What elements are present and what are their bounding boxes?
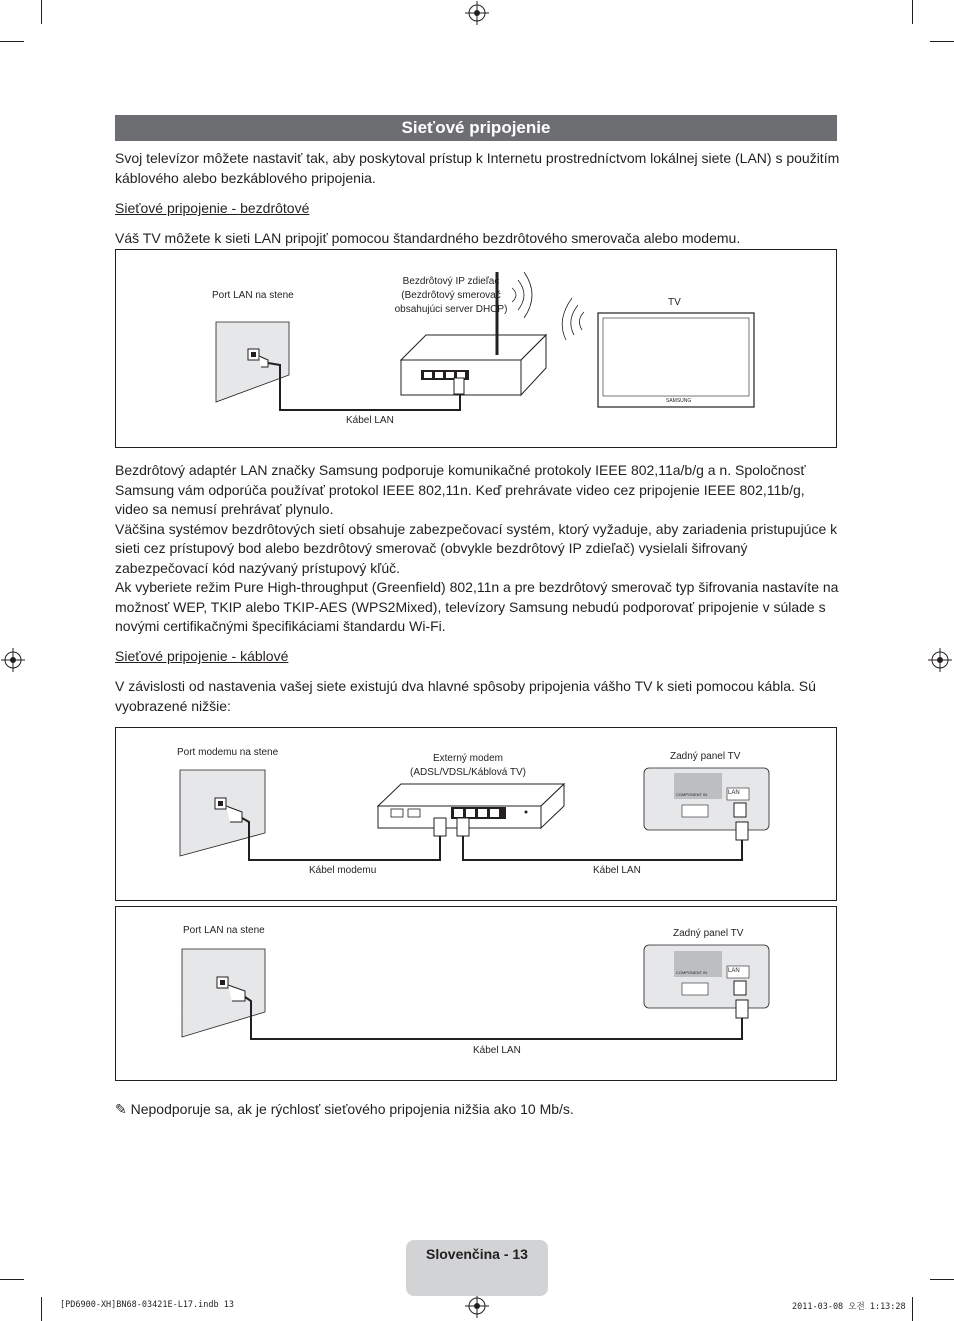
wired-diagram-modem bbox=[115, 727, 837, 901]
imprint-date: 2011-03-08 오전 1:13:28 bbox=[792, 1302, 906, 1312]
cable-label: Kábel LAN bbox=[346, 415, 394, 426]
wireless-notes bbox=[115, 461, 840, 637]
note bbox=[115, 1101, 840, 1118]
wireless-text: Váš TV môžete k sieti LAN pripojiť pomocou štandardného bezdrôtového smerovača alebo modemu. bbox=[115, 230, 741, 246]
wireless-note-2: Väčšina systémov bezdrôtových sietí obsahuje zabezpečovací systém, ktorý vyžaduje, aby zariadenia pristupujúce k sieti cez prístupový bod alebo bezdrôtový smerovač (obvykle bezdrôtový IP zdieľač) vysielali šifrovaný zabezpečovací kód nazývaný prístupový kľúč. bbox=[115, 520, 838, 576]
wall-port-label: Port LAN na stene bbox=[212, 290, 294, 301]
modem-label-line-2: (ADSL/VDSL/Káblová TV) bbox=[410, 767, 526, 778]
section-title: Sieťové pripojenie bbox=[115, 115, 837, 141]
router-label bbox=[371, 275, 531, 317]
tv-panel-label: Zadný panel TV bbox=[670, 751, 741, 762]
router-label-line-1: Bezdrôtový IP zdieľač bbox=[402, 276, 500, 287]
wireless-diagram bbox=[115, 249, 837, 448]
imprint-file: [PD6900-XH]BN68-03421E-L17.indb 13 bbox=[60, 1300, 234, 1310]
router-label-line-3: obsahujúci server DHCP) bbox=[394, 304, 508, 315]
wireless-note-3: Ak vyberiete režim Pure High-throughput (Greenfield) 802,11n a pre bezdrôtový smerovač typ šifrovania nastavíte na možnosť WEP, TKIP alebo TKIP-AES (WPS2Mixed), televízory Samsung nebudú podporovať pripojenie v súlade s novými certifikačnými špecifikáciami štandardu Wi-Fi. bbox=[115, 579, 839, 634]
lan-cable-label: Kábel LAN bbox=[473, 1045, 521, 1056]
wall-port-label: Port modemu na stene bbox=[177, 747, 279, 758]
pencil-icon: ✎ bbox=[115, 1101, 127, 1117]
tv-label: TV bbox=[668, 297, 681, 308]
wireless-heading: Sieťové pripojenie - bezdrôtové bbox=[115, 200, 310, 216]
lan-port-label: LAN bbox=[728, 790, 740, 796]
wired-diagram-direct bbox=[115, 906, 837, 1081]
wall-port-label: Port LAN na stene bbox=[183, 925, 265, 936]
note-text: Nepodporuje sa, ak je rýchlosť sieťového pripojenia nižšia ako 10 Mb/s. bbox=[130, 1101, 574, 1117]
component-in-label: COMPONENT IN bbox=[676, 792, 708, 797]
modem-label bbox=[388, 752, 548, 780]
intro-text: Svoj televízor môžete nastaviť tak, aby poskytoval prístup k Internetu prostredníctvom lokálnej siete (LAN) s použitím káblového alebo bezkáblového pripojenia. bbox=[115, 150, 840, 186]
wired-text: V závislosti od nastavenia vašej siete existujú dva hlavné spôsoby pripojenia vášho TV k sieti pomocou kábla. Sú vyobrazené nižšie: bbox=[115, 678, 816, 714]
wireless-note-1: Bezdrôtový adaptér LAN značky Samsung podporuje komunikačné protokoly IEEE 802,11a/b/g a n. Spoločnosť Samsung vám odporúča používať protokol IEEE 802,11n. Keď prehrávate video cez pripojenie IEEE 802,11b/g, video sa nemusí prehrávať plynulo. bbox=[115, 462, 806, 517]
page-label: Slovenčina - 13 bbox=[426, 1246, 528, 1262]
component-in-label: COMPONENT IN bbox=[676, 970, 708, 975]
lan-cable-label: Kábel LAN bbox=[593, 865, 641, 876]
modem-label-line-1: Externý modem bbox=[432, 753, 504, 764]
tv-brand: SAMSUNG bbox=[666, 398, 692, 404]
router-label-line-2: (Bezdrôtový smerovač bbox=[401, 290, 501, 301]
modem-cable-label: Kábel modemu bbox=[309, 865, 377, 876]
lan-port-label: LAN bbox=[728, 968, 740, 974]
tv-panel-label: Zadný panel TV bbox=[673, 928, 744, 939]
wired-heading: Sieťové pripojenie - káblové bbox=[115, 648, 289, 664]
